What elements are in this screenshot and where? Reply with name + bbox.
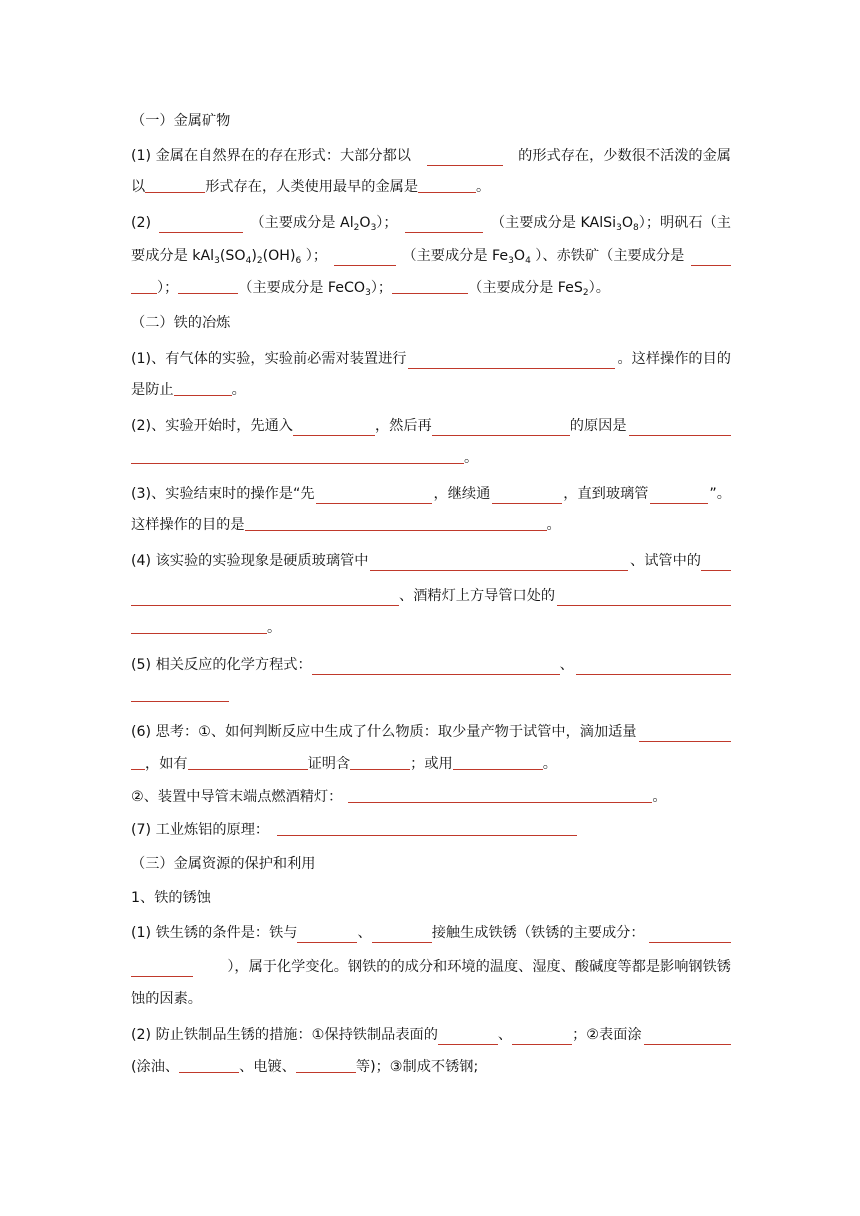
subscript: 4	[245, 256, 252, 266]
subscript: 3	[214, 256, 220, 266]
answer-blank[interactable]	[245, 515, 547, 531]
answer-blank[interactable]	[159, 217, 243, 233]
answer-blank[interactable]	[293, 420, 375, 436]
answer-blank[interactable]	[174, 380, 232, 396]
answer-blank[interactable]	[644, 1029, 731, 1045]
text: （主要成分是 KAlSi	[490, 215, 617, 231]
text: （主要成分是 Fe	[402, 248, 509, 264]
s1-q2-line-1	[131, 211, 731, 233]
text: ，然后再	[374, 418, 432, 434]
answer-blank[interactable]	[650, 488, 708, 504]
s2-q2-line-1	[131, 414, 731, 436]
subscript: 3	[508, 256, 514, 266]
text: 。	[546, 517, 561, 533]
text: (7) 工业炼铝的原理：	[131, 822, 270, 838]
subscript: 3	[370, 223, 377, 233]
text: 。	[464, 450, 479, 466]
formula-text	[491, 213, 731, 233]
text: (1)、有气体的实验，实验前必需对装置进行	[131, 351, 407, 367]
text: 。	[231, 382, 246, 398]
answer-blank[interactable]	[438, 1029, 498, 1045]
text: )	[251, 248, 257, 264]
s2-q6-line-3	[131, 787, 731, 809]
text: 接触生成铁锈（铁锈的主要成分：	[431, 925, 645, 941]
text: （主要成分是 FeCO	[238, 280, 366, 296]
s2-q1-line-2	[131, 380, 731, 402]
text: 的形式存在，少数很不活泼的金属	[518, 148, 731, 164]
s3-q2-line-2	[131, 1057, 731, 1079]
text: 。	[542, 756, 557, 772]
answer-blank[interactable]	[131, 448, 464, 464]
text: ）。	[588, 280, 610, 296]
answer-blank[interactable]	[629, 420, 731, 436]
section-1-heading: （一）金属矿物	[131, 113, 231, 129]
subscript: 4	[525, 256, 531, 266]
text: (SO	[219, 248, 246, 264]
answer-blank[interactable]	[557, 590, 731, 606]
s2-q3-line-2	[131, 515, 731, 537]
text: ，直到玻璃管	[563, 486, 649, 502]
subscript: 3	[365, 288, 371, 298]
answer-blank[interactable]	[348, 787, 652, 803]
text: O	[621, 215, 634, 231]
text: ）；明矾石（主	[638, 215, 731, 231]
s3-q2-line-1	[131, 1023, 731, 1045]
answer-blank[interactable]	[427, 150, 503, 166]
section-3-subheading: 1、铁的锈蚀	[131, 890, 211, 906]
answer-blank[interactable]	[297, 927, 357, 943]
text: (OH)	[262, 248, 296, 264]
text: ）；	[301, 248, 328, 264]
answer-blank[interactable]	[178, 278, 238, 294]
answer-blank[interactable]	[131, 754, 145, 770]
answer-blank[interactable]	[691, 250, 731, 266]
section-3-heading: （三）金属资源的保护和利用	[131, 856, 316, 872]
subscript: 6	[295, 256, 302, 266]
answer-blank[interactable]	[418, 177, 476, 193]
answer-blank[interactable]	[131, 278, 157, 294]
text: 。	[267, 620, 282, 636]
subscript: 2	[256, 256, 263, 266]
text: 。这样操作的目的	[617, 351, 731, 367]
text: (4) 该实验的实验现象是硬质玻璃管中	[131, 553, 369, 569]
formula-text	[131, 246, 327, 266]
answer-blank[interactable]	[370, 555, 628, 571]
text: (1) 铁生锈的条件是：铁与	[131, 925, 298, 941]
s2-q4-line-3	[131, 618, 731, 640]
text: 、试管中的	[630, 553, 701, 569]
s2-q4-line-2	[131, 584, 731, 606]
text: （主要成分是 Al	[250, 215, 354, 231]
s2-q2-line-2	[131, 448, 731, 470]
formula-text	[402, 246, 684, 266]
answer-blank[interactable]	[334, 250, 396, 266]
answer-blank[interactable]	[316, 488, 432, 504]
text: ”。	[709, 486, 731, 502]
text: (2)、实验开始时，先通入	[131, 418, 293, 434]
text: ）、赤铁矿（主要成分是	[530, 248, 685, 264]
text: 、电镀、	[239, 1059, 296, 1075]
answer-blank[interactable]	[512, 1029, 572, 1045]
text: 是防止	[131, 382, 174, 398]
answer-blank[interactable]	[392, 278, 468, 294]
s2-q1-line-1	[131, 347, 731, 369]
text: 的原因是	[569, 418, 627, 434]
text: 、酒精灯上方导管口处的	[399, 588, 556, 604]
text: ）；	[157, 280, 179, 296]
answer-blank[interactable]	[312, 659, 560, 675]
s1-q2-line-3	[131, 278, 731, 300]
text: (2) 防止铁制品生锈的措施：①保持铁制品表面的	[131, 1027, 438, 1043]
answer-blank[interactable]	[639, 726, 731, 742]
s2-q6-line-1	[131, 720, 731, 742]
answer-blank[interactable]	[453, 754, 543, 770]
text: 。	[476, 179, 491, 195]
s3-q1-line-3: 蚀的因素。	[131, 991, 202, 1007]
text: (1) 金属在自然界在的存在形式：大部分都以	[131, 148, 411, 164]
text: ②、装置中导管末端点燃酒精灯：	[131, 789, 343, 805]
text: 证明含	[307, 756, 351, 772]
text: 要成分是 kAl	[131, 248, 215, 264]
s2-q5-line-2	[131, 686, 731, 708]
subscript: 3	[616, 223, 622, 233]
answer-blank[interactable]	[131, 961, 193, 977]
text: (2)	[131, 215, 152, 231]
text: 、	[357, 925, 372, 941]
answer-blank[interactable]	[179, 1057, 239, 1073]
text: 以	[131, 179, 146, 195]
answer-blank[interactable]	[131, 590, 399, 606]
text: （主要成分是 FeS	[468, 280, 583, 296]
text: ）；	[376, 215, 398, 231]
text: 这样操作的目的是	[131, 517, 245, 533]
text: ，继续通	[433, 486, 491, 502]
answer-blank[interactable]	[350, 754, 410, 770]
s1-q1-line-1	[131, 144, 731, 166]
text: (3)、实验结束时的操作是“先	[131, 486, 315, 502]
answer-blank[interactable]	[188, 754, 308, 770]
answer-blank[interactable]	[372, 927, 432, 943]
text: 、	[559, 657, 574, 673]
text: 、	[497, 1027, 513, 1043]
text: ），属于化学变化。钢铁的的成分和环境的温度、湿度、酸碱度等都是影响钢铁锈	[227, 959, 731, 975]
s3-q1-line-1	[131, 921, 731, 943]
s3-q1-line-2	[131, 955, 731, 977]
answer-blank[interactable]	[405, 217, 483, 233]
subscript: 2	[353, 223, 360, 233]
text: O	[513, 248, 526, 264]
s2-q5-line-1	[131, 653, 731, 675]
subscript: 8	[633, 223, 639, 233]
answer-blank[interactable]	[649, 927, 731, 943]
s2-q4-line-1	[131, 549, 731, 571]
text: (5) 相关反应的化学方程式：	[131, 657, 312, 673]
text: ；或用	[410, 756, 453, 772]
answer-blank[interactable]	[277, 820, 577, 836]
text: ，如有	[145, 756, 188, 772]
s1-q2-line-2	[131, 244, 731, 266]
text: 等)；③制成不锈钢;	[355, 1059, 479, 1075]
answer-blank[interactable]	[432, 420, 570, 436]
s2-q3-line-1	[131, 482, 731, 504]
text: (涂油、	[131, 1059, 180, 1075]
s2-q6-line-2	[131, 754, 731, 776]
text: 形式存在，人类使用最早的金属是	[205, 179, 419, 195]
s2-q7-line-1	[131, 820, 731, 842]
subscript: 2	[582, 288, 589, 298]
text: ；②表面涂	[572, 1027, 642, 1043]
text: ）；	[370, 280, 393, 296]
answer-blank[interactable]	[408, 353, 615, 369]
answer-blank[interactable]	[145, 177, 205, 193]
s1-q1-line-2	[131, 177, 731, 199]
answer-blank[interactable]	[576, 659, 731, 675]
text: 。	[652, 789, 667, 805]
answer-blank[interactable]	[492, 488, 562, 504]
answer-blank[interactable]	[701, 555, 731, 571]
section-2-heading: （二）铁的冶炼	[131, 315, 231, 331]
answer-blank[interactable]	[131, 686, 229, 702]
text: (6) 思考：①、如何判断反应中生成了什么物质：取少量产物于试管中，滴加适量	[131, 724, 637, 740]
text: O	[359, 215, 371, 231]
formula-text	[250, 213, 397, 233]
answer-blank[interactable]	[296, 1057, 356, 1073]
answer-blank[interactable]	[131, 618, 267, 634]
